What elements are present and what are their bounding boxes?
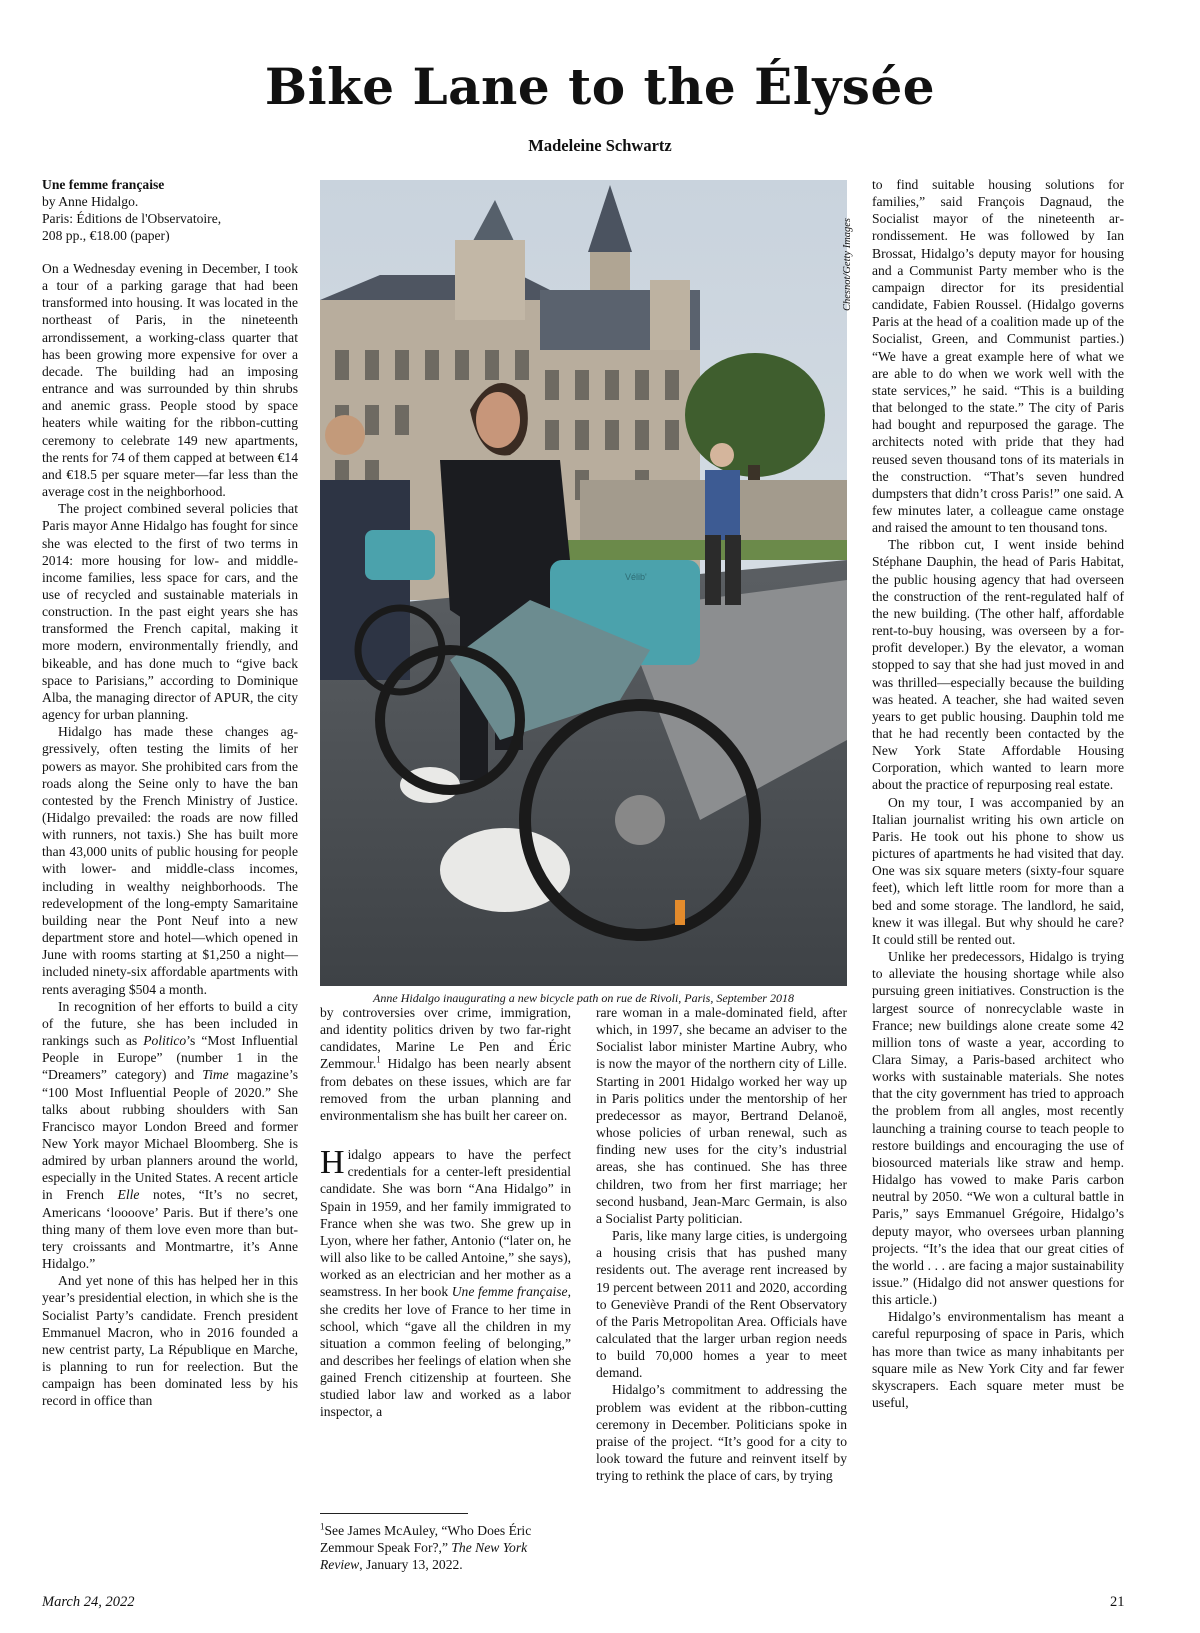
paragraph: On a Wednesday evening in December, I took a tour of a parking garage that had been transformed into housing. It was located in the northeast of Paris, in the nineteenth arrondissement, a working-class quarter that has been growing more expensive for over a decade. The building had an imposing entrance and was surrounded by thin shrubs and anemic grass. People stood by space heaters while waiting for the ribbon-cutting ceremony to celebrate 149 new apartments, the rents for 74 of them capped at between €14 and €18.5 per square meter—far less than the average cost in the neighborhood. [42, 261, 298, 500]
photo-caption: Anne Hidalgo inaugurating a new bicycle path on rue de Rivoli, Paris, September 2018 [373, 991, 794, 1005]
paragraph: And yet none of this has helped her in this year’s presidential election, in which she is the Socialist Party’s candidate. French president Emmanuel Macron, who in 2016 founded a new centrist party, La République en Marche, is planning to run for reelection. But the campaign has been dominated less by his record in office than [42, 1273, 298, 1409]
text-span: See James McAuley, “Who Does Éric Zemmour Speak For?,” [320, 1523, 532, 1555]
footnote-number: 1 [320, 1521, 325, 1532]
text-span: ’s “Most Influential People in Europe” (number 1 in the “Dreamers” category) and [42, 1033, 298, 1083]
book-author: by Anne Hidalgo. [42, 194, 139, 209]
italic-text: Time [202, 1067, 229, 1083]
paragraph [320, 1146, 571, 1421]
italic-text: The New York Review [320, 1540, 528, 1572]
paragraph: The project combined several policies that Paris mayor Anne Hidalgo has fought for since she was elected to the first of two terms in 2014: more housing for low- and middle-income families, less space for cars, and the use of recycled and sustainable materials in construction. In the past eight years she has transformed the French capital, making it more modern, environmentally friendly, and bikeable, and has done much to “give back space to Parisians,” according to Dominique Alba, the managing director of APUR, the city agency for urban planning. [42, 501, 298, 723]
drop-cap: H [320, 1144, 345, 1182]
italic-text: Politico [143, 1033, 187, 1049]
photo-illustration [320, 180, 847, 986]
photo-credit: Chesnot/Getty Images [842, 217, 853, 311]
article-photo [320, 180, 847, 986]
text-span: notes, “It’s no secret, Americans ‘loooove’ Paris. But if there’s one thing many of them love even more than buttery croissants and Montmartre, it’s Anne Hidalgo.” [42, 1187, 298, 1272]
text-span: , she credits her love of France to her time in school, which “gave all the children in my situation a common feeling of belonging,” and describes her feelings of elation when she gained French citizenship at fourteen. She studied labor law and worked as a labor inspector, a [320, 1284, 571, 1420]
paragraph [320, 1004, 571, 1124]
paragraph [42, 998, 298, 1273]
column-2 [320, 1004, 571, 1421]
page-number: 21 [1110, 1594, 1125, 1610]
column-1 [42, 176, 298, 1409]
paragraph: Hidalgo’s commitment to addressing the problem was evident at the ribbon-cutting ceremony in December. Politicians spoke in praise of the project. “It’s good for a city to look toward the future and reinvent itself by trying to rethink the place of cars, by trying [596, 1382, 847, 1484]
footnote-ref[interactable]: 1 [376, 1054, 381, 1065]
book-publisher: Paris: Éditions de l'Observatoire, [42, 211, 222, 226]
paragraph: to find suitable housing solutions for families,” said François Dagnaud, the Socialist mayor of the nineteenth arrondissement. He was followed by Ian Brossat, Hidalgo’s deputy mayor for housing and a Communist Party member who is the campaign director for its presidential candidate, Fabien Roussel. (Hidalgo governs Paris at the head of a coalition made up of the Socialist, Green, and Communist parties.) “We have a great example here of what we are able to do when we work well with the state services,” he said. “This is a building that belonged to the state.” The city of Paris had bought and repurposed the garage. The architects noted with pride that they had reused seven thousand tons of its materials in the construction. “That’s seven hundred dumpsters that didn’t cross Paris!” one said. A few minutes later, a colleague came onstage and raised the amount to ten thousand tons. [872, 177, 1124, 536]
italic-text: Elle [117, 1187, 140, 1203]
paragraph: On my tour, I was accompanied by an Italian journalist writing his own article on Paris. He took out his phone to show us pictures of apartments he had visited that day. One was six square meters (sixty-four square feet), which left little room for more than a bed and some storage. The landlord, he said, knew it was illegal. But why should he care? It could still be rented out. [872, 794, 1124, 947]
text-span: , January 13, 2022. [359, 1557, 463, 1572]
paragraph: The ribbon cut, I went inside behind Stéphane Dauphin, the head of Paris Habitat, the public housing agency that had overseen the construction of the rent-regulated half of the new building. (The other half, affordable rent-to-buy housing, was overseen by a for-profit developer.) By the elevator, a woman stopped to say that she had just moved in and was thrilled—especially because the building was heated. A teacher, she had waited seven years to get public housing. Dauphin told me that he had recently been contacted by the New York State Affordable Housing Corporation, which wanted to learn more about the practice of repurposing real estate. [872, 537, 1124, 793]
paragraph: Hidalgo’s environmentalism has meant a careful repurposing of space in Paris, which has more than twice as many inhabitants per square mile as New York City and far fewer skyscrapers. Each square meter must be useful, [872, 1309, 1124, 1411]
paragraph: Paris, like many large cities, is undergoing a housing crisis that has pushed many residents out. The average rent increased by 19 percent between 2011 and 2020, according to Geneviève Prandi of the Rent Observatory of the Paris Metropolitan Area. Officials have calculated that the larger urban region needs to build 70,000 homes a year to meet demand. [596, 1228, 847, 1381]
text-span: magazine’s “100 Most Influential People of 2020.” She talks about rubbing shoulders with San Francisco mayor London Breed and former New York mayor Michael Bloomberg. She is admired by urban planners around the world, especially in the United States. A recent article in French [42, 1067, 299, 1203]
text-span: by controversies over crime, immigration, and identity politics driven by two far-right candidates, Marine Le Pen and Éric Zemmour. [320, 1005, 571, 1072]
text-span: idalgo appears to have the perfect credentials for a center-left presidential candidate. She was born “Ana Hidalgo” in Spain in 1959, and her family immigrated to France when she was two. She grew up in Lyon, where her father, Antonio (“later on, he will also like to be called Antoine,” she says), worked as an electrician and her mother as a seamstress. In her book [320, 1147, 571, 1300]
text-span: In recognition of her efforts to build a city of the future, she has been included in rankings such as [42, 998, 298, 1049]
issue-date: March 24, 2022 [42, 1594, 135, 1610]
book-info [42, 176, 298, 244]
paragraph: Hidalgo has made these changes aggressively, often testing the limits of her powers as mayor. She prohibited cars from the roads along the Seine only to have the ban contested by the French Ministry of Justice. (Hidalgo prevailed: the roads are now filled with runners, not taxis.) She has built more than 43,000 units of public housing for people with lower- and middle-class incomes, including in wealthy neighborhoods. The redevelopment of the long-empty Samaritaine building near the Pont Neuf into a new department store and hotel—which opened in June with rooms starting at $1,250 a night—included ninety-six affordable apartments with rents averaging $504 a month. [42, 724, 298, 997]
sign-text: Vélib' [625, 572, 647, 582]
footnote [320, 1522, 572, 1573]
article-title: Bike Lane to the Élysée [264, 57, 936, 116]
column-4 [872, 176, 1124, 1411]
italic-text: Une femme française [451, 1284, 568, 1300]
book-details: 208 pp., €18.00 (paper) [42, 228, 170, 243]
paragraph: Unlike her predecessors, Hidalgo is trying to alleviate the housing shortage while also pursuing green initiatives. Construction is the largest source of nonrecyclable waste in France; new buildings alone create some 42 million tons of waste a year, according to Clara Simay, a Paris-based architect who works with sustainable materials. She notes that the city government has tried to approach the problem from all angles, most recently launching a training course to teach people to restore buildings and encouraging the use of biosourced materials like straw and hemp. Hidalgo has vowed to make Paris carbon neutral by 2050. “We won a cultural battle in Paris,” says Emmanuel Grégoire, Hidalgo’s deputy mayor, who oversees urban planning projects. “It’s the idea that our great cities of the world . . . are facing a major sustainability issue.” (Hidalgo did not answer questions for this article.) [872, 949, 1124, 1308]
paragraph: rare woman in a male-dominated field, after which, in 1997, she became an adviser to the Socialist labor minister Martine Aubry, who is now the mayor of the northern city of Lille. Starting in 2001 Hidalgo worked her way up in Paris politics under the mentorship of her predecessor as mayor, Bertrand Delanoë, whose policies of urban renewal, such as finding new uses for the city’s industrial areas, she has continued. She has three children, two from her first marriage; her second husband, Jean-Marc Germain, is also a Socialist Party politician. [596, 1005, 847, 1226]
author-byline: Madeleine Schwartz [528, 136, 672, 155]
footnote-divider [320, 1513, 468, 1514]
column-3 [596, 1004, 847, 1484]
book-title: Une femme française [42, 177, 165, 192]
text-span: Hidalgo has been nearly absent from debates on these issues, which are far removed from the urban planning and environmentalism she has built her career on. [320, 1056, 571, 1123]
